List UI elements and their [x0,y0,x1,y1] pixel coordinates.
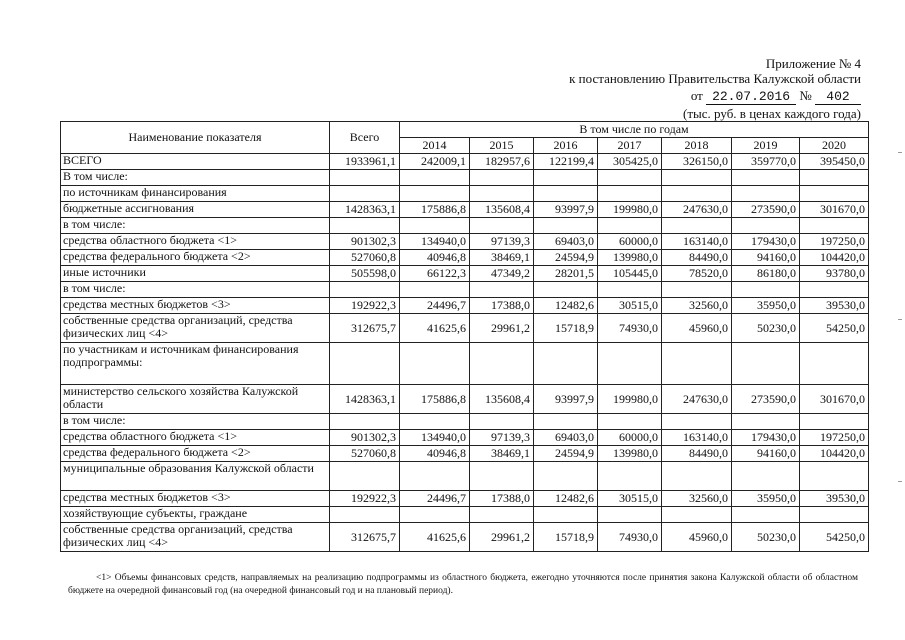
year-value-cell [732,462,800,491]
table-row [61,523,869,552]
year-value-cell [400,507,470,523]
year-value-cell [598,414,662,430]
total-value-cell [330,282,400,298]
year-value-cell [400,218,470,234]
year-value-cell: 199980,0 [598,202,662,218]
year-value-cell: 29961,2 [470,314,534,343]
year-value-cell: 29961,2 [470,523,534,552]
year-value-cell: 93997,9 [534,202,598,218]
year-value-cell: 305425,0 [598,154,662,170]
year-value-cell [662,462,732,491]
year-value-cell [534,414,598,430]
table-row [61,170,869,186]
indicator-name-cell: средства местных бюджетов <3> [61,491,330,507]
header-year-cell: 2014 [400,138,470,154]
table-row [61,507,869,523]
year-value-cell [400,414,470,430]
year-value-cell [732,282,800,298]
year-value-cell [800,414,869,430]
year-value-cell: 38469,1 [470,446,534,462]
year-value-cell: 39530,0 [800,298,869,314]
year-value-cell: 12482,6 [534,298,598,314]
scan-mark [898,152,902,153]
year-value-cell: 54250,0 [800,523,869,552]
year-value-cell [470,218,534,234]
year-value-cell: 32560,0 [662,491,732,507]
year-value-cell: 301670,0 [800,202,869,218]
year-value-cell: 12482,6 [534,491,598,507]
year-value-cell [662,170,732,186]
year-value-cell [732,186,800,202]
year-value-cell: 35950,0 [732,491,800,507]
scan-mark [898,319,902,320]
year-value-cell: 24594,9 [534,446,598,462]
indicator-name-cell: по источникам финансирования [61,186,330,202]
year-value-cell [800,186,869,202]
header-year-cell: 2017 [598,138,662,154]
decree-reference: к постановлению Правительства Калужской области [569,71,861,86]
year-value-cell [662,343,732,385]
year-value-cell: 122199,4 [534,154,598,170]
year-value-cell: 301670,0 [800,385,869,414]
year-value-cell: 38469,1 [470,250,534,266]
indicator-name-cell: средства местных бюджетов <3> [61,298,330,314]
indicator-name-cell: иные источники [61,266,330,282]
year-value-cell: 134940,0 [400,234,470,250]
year-value-cell: 273590,0 [732,202,800,218]
year-value-cell: 135608,4 [470,202,534,218]
year-value-cell: 45960,0 [662,314,732,343]
table-row [61,314,869,343]
year-value-cell: 179430,0 [732,234,800,250]
indicator-name-cell: муниципальные образования Калужской области [61,462,330,491]
indicator-name-cell: средства областного бюджета <1> [61,234,330,250]
year-value-cell [662,414,732,430]
indicator-name-cell: по участникам и источникам финансирования подпрограммы: [61,343,330,385]
year-value-cell: 247630,0 [662,202,732,218]
year-value-cell: 35950,0 [732,298,800,314]
table-row [61,491,869,507]
year-value-cell [470,462,534,491]
year-value-cell [534,462,598,491]
year-value-cell: 66122,3 [400,266,470,282]
year-value-cell [534,170,598,186]
year-value-cell [732,170,800,186]
year-value-cell: 104420,0 [800,446,869,462]
year-value-cell: 24496,7 [400,298,470,314]
year-value-cell [598,343,662,385]
year-value-cell: 86180,0 [732,266,800,282]
year-value-cell: 97139,3 [470,430,534,446]
year-value-cell [470,282,534,298]
year-value-cell: 17388,0 [470,298,534,314]
year-value-cell [732,343,800,385]
indicator-name-cell: в том числе: [61,282,330,298]
year-value-cell [534,186,598,202]
year-value-cell: 24496,7 [400,491,470,507]
table-row [61,446,869,462]
year-value-cell [470,507,534,523]
year-value-cell [598,186,662,202]
year-value-cell: 40946,8 [400,446,470,462]
indicator-name-cell: хозяйствующие субъекты, граждане [61,507,330,523]
year-value-cell: 182957,6 [470,154,534,170]
indicator-name-cell: в том числе: [61,218,330,234]
total-value-cell: 312675,7 [330,314,400,343]
year-value-cell: 32560,0 [662,298,732,314]
indicator-name-cell: средства областного бюджета <1> [61,430,330,446]
total-value-cell: 527060,8 [330,250,400,266]
year-value-cell: 139980,0 [598,446,662,462]
year-value-cell: 74930,0 [598,314,662,343]
year-value-cell: 47349,2 [470,266,534,282]
year-value-cell: 45960,0 [662,523,732,552]
year-value-cell: 134940,0 [400,430,470,446]
year-value-cell: 93780,0 [800,266,869,282]
table-row [61,218,869,234]
total-value-cell: 901302,3 [330,430,400,446]
header-indicator-name: Наименование показателя [61,122,330,154]
indicator-name-cell: министерство сельского хозяйства Калужской области [61,385,330,414]
year-value-cell: 94160,0 [732,446,800,462]
year-value-cell: 197250,0 [800,234,869,250]
indicator-name-cell: средства федерального бюджета <2> [61,250,330,266]
total-value-cell [330,170,400,186]
total-value-cell: 527060,8 [330,446,400,462]
year-value-cell [598,507,662,523]
year-value-cell: 15718,9 [534,314,598,343]
year-value-cell: 30515,0 [598,491,662,507]
table-row [61,266,869,282]
year-value-cell: 94160,0 [732,250,800,266]
year-value-cell: 97139,3 [470,234,534,250]
indicator-name-cell: бюджетные ассигнования [61,202,330,218]
year-value-cell [470,186,534,202]
year-value-cell [800,462,869,491]
year-value-cell [400,462,470,491]
year-value-cell: 30515,0 [598,298,662,314]
year-value-cell [662,218,732,234]
total-value-cell: 192922,3 [330,491,400,507]
year-value-cell [732,507,800,523]
header-total: Всего [330,122,400,154]
header-year-cell: 2016 [534,138,598,154]
indicator-name-cell: средства федерального бюджета <2> [61,446,330,462]
year-value-cell: 15718,9 [534,523,598,552]
year-value-cell: 163140,0 [662,430,732,446]
total-value-cell: 1428363,1 [330,202,400,218]
indicator-name-cell: в том числе: [61,414,330,430]
year-value-cell: 17388,0 [470,491,534,507]
year-value-cell: 60000,0 [598,430,662,446]
year-value-cell: 69403,0 [534,430,598,446]
table-row [61,343,869,385]
year-value-cell [598,282,662,298]
year-value-cell: 74930,0 [598,523,662,552]
table-row [61,414,869,430]
table-row [61,202,869,218]
table-row [61,234,869,250]
total-value-cell: 901302,3 [330,234,400,250]
year-value-cell: 247630,0 [662,385,732,414]
units-note: (тыс. руб. в ценах каждого года) [683,106,861,121]
financing-table [60,121,869,552]
year-value-cell: 69403,0 [534,234,598,250]
header-years-group: В том числе по годам [400,122,869,138]
indicator-name-cell: собственные средства организаций, средства физических лиц <4> [61,314,330,343]
year-value-cell: 78520,0 [662,266,732,282]
total-value-cell: 312675,7 [330,523,400,552]
decree-number: 402 [815,90,861,105]
year-value-cell [400,282,470,298]
table-body [61,154,869,552]
year-value-cell: 105445,0 [598,266,662,282]
year-value-cell: 40946,8 [400,250,470,266]
year-value-cell [732,218,800,234]
total-value-cell: 1428363,1 [330,385,400,414]
year-value-cell: 24594,9 [534,250,598,266]
number-prefix: № [799,88,812,103]
year-value-cell [470,343,534,385]
total-value-cell [330,186,400,202]
year-value-cell [534,343,598,385]
year-value-cell: 41625,6 [400,523,470,552]
total-value-cell [330,507,400,523]
year-value-cell [470,170,534,186]
year-value-cell [400,170,470,186]
year-value-cell [662,282,732,298]
year-value-cell [662,186,732,202]
year-value-cell: 175886,8 [400,202,470,218]
year-value-cell: 175886,8 [400,385,470,414]
indicator-name-cell: В том числе: [61,170,330,186]
table-row [61,462,869,491]
year-value-cell: 326150,0 [662,154,732,170]
year-value-cell: 39530,0 [800,491,869,507]
year-value-cell [534,282,598,298]
year-value-cell: 199980,0 [598,385,662,414]
total-value-cell [330,414,400,430]
table-row [61,282,869,298]
total-value-cell: 192922,3 [330,298,400,314]
year-value-cell: 84490,0 [662,446,732,462]
table-row [61,250,869,266]
year-value-cell [470,414,534,430]
year-value-cell: 54250,0 [800,314,869,343]
year-value-cell: 41625,6 [400,314,470,343]
total-value-cell [330,462,400,491]
year-value-cell: 139980,0 [598,250,662,266]
total-value-cell: 1933961,1 [330,154,400,170]
total-value-cell [330,218,400,234]
table-row [61,430,869,446]
year-value-cell [800,282,869,298]
table-row [61,186,869,202]
year-value-cell [400,186,470,202]
year-value-cell [800,218,869,234]
decree-date: 22.07.2016 [706,90,796,105]
year-value-cell [534,218,598,234]
year-value-cell: 93997,9 [534,385,598,414]
year-value-cell [534,507,598,523]
total-value-cell [330,343,400,385]
year-value-cell [800,343,869,385]
header-year-cell: 2020 [800,138,869,154]
year-value-cell: 50230,0 [732,523,800,552]
year-value-cell: 359770,0 [732,154,800,170]
year-value-cell [598,462,662,491]
table-row [61,385,869,414]
decree-date-number [691,88,861,105]
year-value-cell: 242009,1 [400,154,470,170]
year-value-cell [598,170,662,186]
header-year-cell: 2019 [732,138,800,154]
year-value-cell: 84490,0 [662,250,732,266]
year-value-cell: 179430,0 [732,430,800,446]
year-value-cell [732,414,800,430]
year-value-cell: 28201,5 [534,266,598,282]
indicator-name-cell: ВСЕГО [61,154,330,170]
year-value-cell: 395450,0 [800,154,869,170]
year-value-cell: 104420,0 [800,250,869,266]
year-value-cell: 50230,0 [732,314,800,343]
scan-mark [898,481,902,482]
year-value-cell: 60000,0 [598,234,662,250]
year-value-cell [598,218,662,234]
indicator-name-cell: собственные средства организаций, средства физических лиц <4> [61,523,330,552]
footnote: <1> Объемы финансовых средств, направляемых на реализацию подпрограммы из областного бюджета, ежегодно уточняются после принятия закона Калужской области об областном бюджете на очередной финансовый год (на очередной финансовый год и на плановый период). [68,573,858,596]
total-value-cell: 505598,0 [330,266,400,282]
header-year-cell: 2018 [662,138,732,154]
header-year-cell: 2015 [470,138,534,154]
appendix-title: Приложение № 4 [765,56,861,71]
year-value-cell: 135608,4 [470,385,534,414]
table-row [61,298,869,314]
year-value-cell [800,507,869,523]
year-value-cell: 197250,0 [800,430,869,446]
year-value-cell: 273590,0 [732,385,800,414]
year-value-cell [662,507,732,523]
year-value-cell: 163140,0 [662,234,732,250]
year-value-cell [400,343,470,385]
table-row [61,154,869,170]
date-prefix: от [690,88,703,103]
year-value-cell [800,170,869,186]
